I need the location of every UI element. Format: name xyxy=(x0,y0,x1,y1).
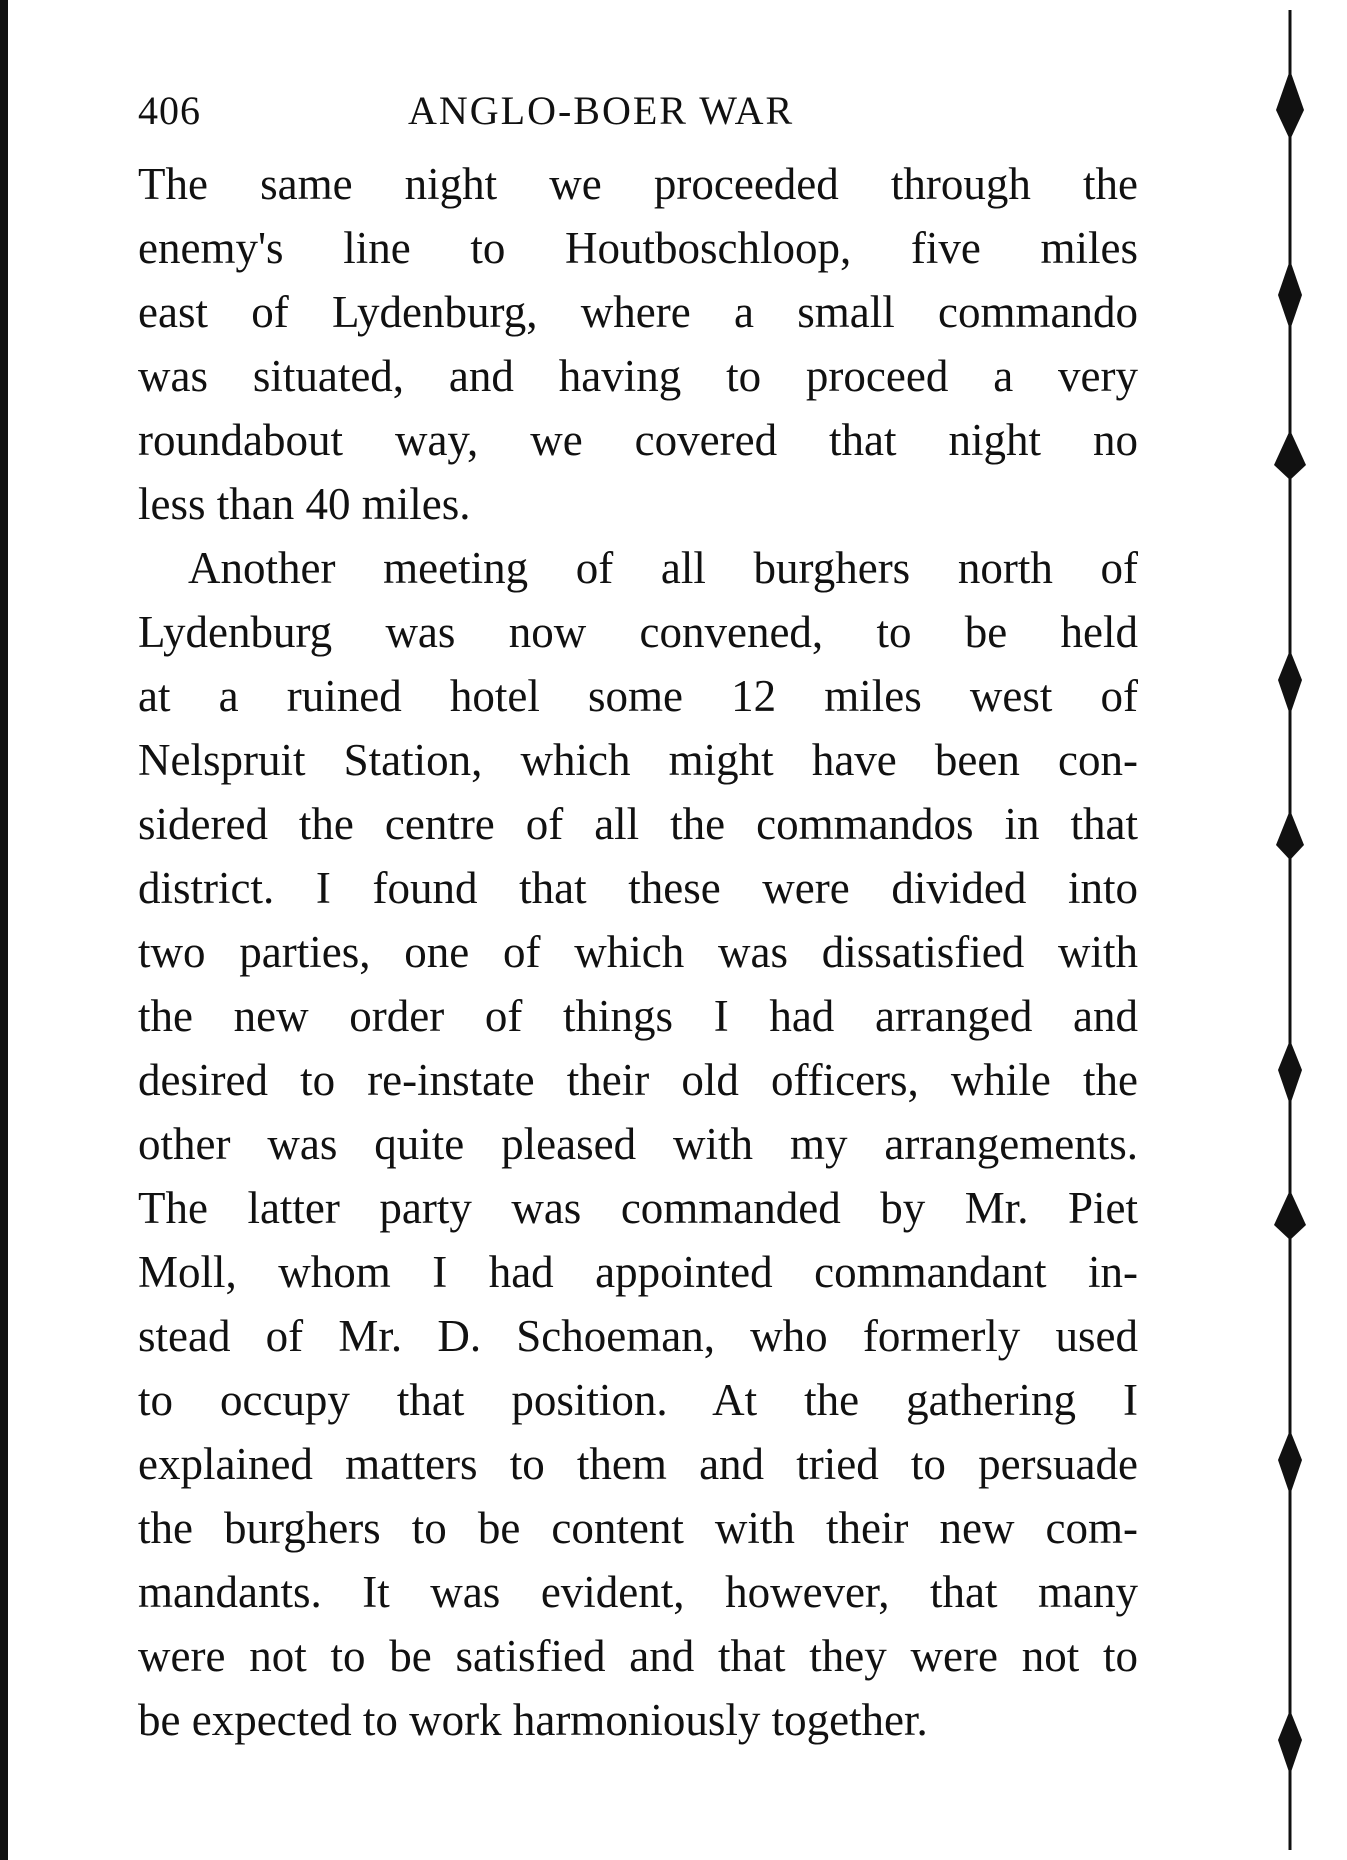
text-line: be expected to work harmoniously together. xyxy=(138,1695,928,1745)
running-head: ANGLO-BOER WAR xyxy=(408,88,795,133)
page-edge-rule xyxy=(0,0,8,1860)
text-line: sidered the centre of all the commandos in that xyxy=(138,799,1138,849)
page-number: 406 xyxy=(138,88,201,133)
body-text xyxy=(138,152,1138,1752)
margin-ornament xyxy=(1238,10,1338,1850)
text-line: east of Lydenburg, where a small commando xyxy=(138,287,1138,337)
text-line: Moll, whom I had appointed commandant in- xyxy=(138,1247,1138,1297)
text-line: The latter party was commanded by Mr. Piet xyxy=(138,1183,1138,1233)
text-line: explained matters to them and tried to persuade xyxy=(138,1439,1138,1489)
text-line: desired to re-instate their old officers, while the xyxy=(138,1055,1138,1105)
text-line: less than 40 miles. xyxy=(138,479,471,529)
page-header xyxy=(138,88,1138,134)
text-line: The same night we proceeded through the xyxy=(138,159,1138,209)
text-line: mandants. It was evident, however, that many xyxy=(138,1567,1138,1617)
text-line: at a ruined hotel some 12 miles west of xyxy=(138,671,1138,721)
text-line: district. I found that these were divided into xyxy=(138,863,1138,913)
text-line: Nelspruit Station, which might have been con- xyxy=(138,735,1138,785)
text-line: other was quite pleased with my arrangements. xyxy=(138,1119,1138,1169)
text-line: to occupy that position. At the gathering I xyxy=(138,1375,1138,1425)
text-line: was situated, and having to proceed a very xyxy=(138,351,1138,401)
text-line: Another meeting of all burghers north of xyxy=(188,543,1138,593)
text-line: were not to be satisfied and that they were not to xyxy=(138,1631,1138,1681)
text-line: the burghers to be content with their new com- xyxy=(138,1503,1138,1553)
text-line: roundabout way, we covered that night no xyxy=(138,415,1138,465)
text-line: the new order of things I had arranged and xyxy=(138,991,1138,1041)
text-line: stead of Mr. D. Schoeman, who formerly used xyxy=(138,1311,1138,1361)
text-line: enemy's line to Houtboschloop, five miles xyxy=(138,223,1138,273)
text-line: Lydenburg was now convened, to be held xyxy=(138,607,1138,657)
text-line: two parties, one of which was dissatisfied with xyxy=(138,927,1138,977)
